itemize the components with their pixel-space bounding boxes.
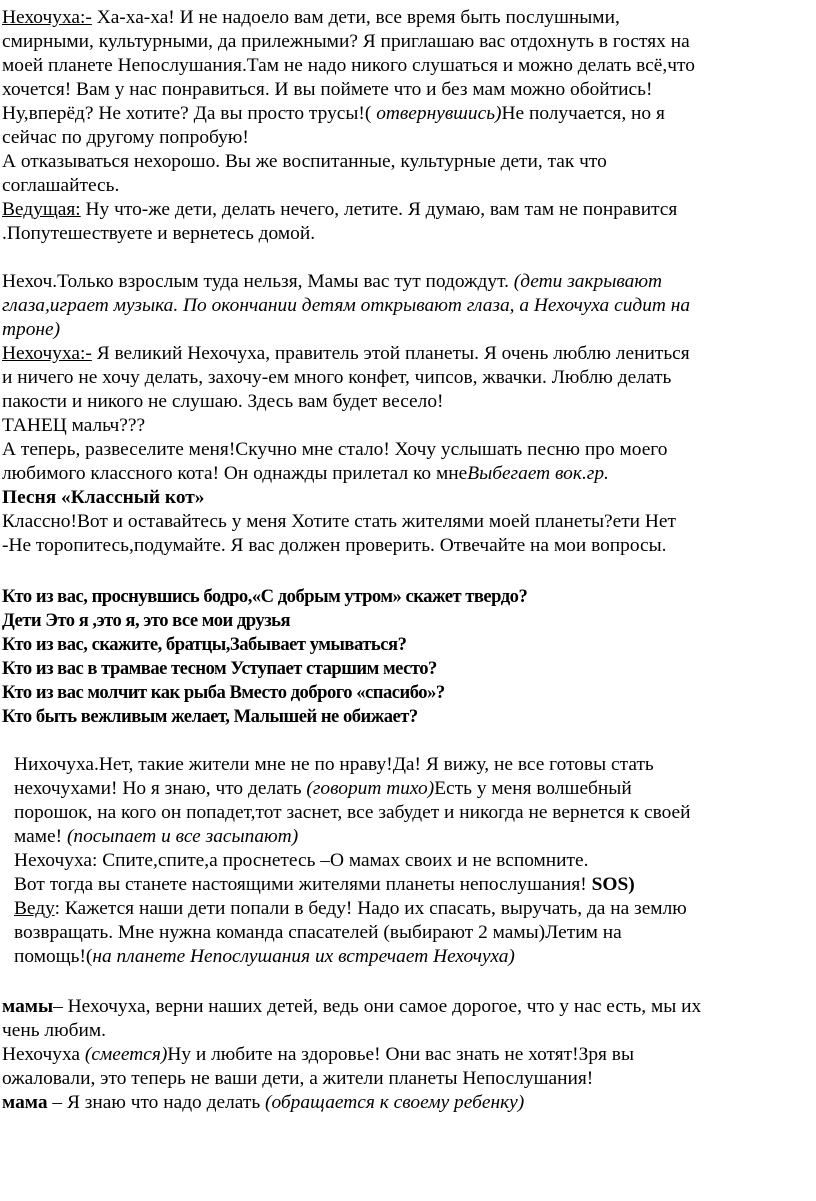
text-line bbox=[14, 801, 691, 825]
text-run: ожаловали, это теперь не ваши дети, а жители планеты Непослушания! bbox=[2, 1068, 594, 1089]
text-run: Кто из вас молчит как рыба Вместо доброго «спасибо»? bbox=[2, 682, 445, 703]
text-line bbox=[14, 945, 515, 969]
text-line bbox=[14, 825, 298, 849]
text-run: маме! bbox=[14, 826, 67, 847]
text-run: Я великий Нехочуха, правитель этой планеты. Я очень люблю лениться bbox=[91, 343, 690, 364]
text-run: хочется! Вам у нас понравиться. И вы поймете что и без мам можно обойтись! bbox=[2, 79, 653, 100]
text-line bbox=[14, 921, 622, 945]
text-run: SOS) bbox=[591, 874, 635, 895]
text-run: мама bbox=[2, 1092, 48, 1113]
text-line bbox=[2, 366, 671, 390]
text-run: Нехочуха: Спите,спите,а проснетесь –О мамах своих и не вспомните. bbox=[14, 850, 589, 871]
text-run: возвращать. Мне нужна команда спасателей (выбирают 2 мамы)Летим на bbox=[14, 922, 622, 943]
text-run: Кто из вас, скажите, братцы,Забывает умываться? bbox=[2, 634, 407, 655]
text-run: Выбегает вок.гр. bbox=[467, 463, 609, 484]
text-run: А теперь, развеселите меня!Скучно мне стало! Хочу услышать песню про моего bbox=[2, 439, 668, 460]
text-run: смирными, культурными, да прилежными? Я приглашаю вас отдохнуть в гостях на bbox=[2, 31, 690, 52]
text-run: – Я знаю что надо делать bbox=[47, 1092, 266, 1113]
text-run: Ведущая: bbox=[2, 199, 81, 220]
text-line bbox=[14, 897, 687, 921]
text-line bbox=[2, 150, 607, 174]
text-run: -Не торопитесь,подумайте. Я вас должен проверить. Отвечайте на мои вопросы. bbox=[2, 535, 667, 556]
text-run: моей планете Непослушания.Там не надо никого слушаться и можно делать всё,что bbox=[2, 55, 695, 76]
text-run: ТАНЕЦ мальч??? bbox=[2, 415, 146, 436]
text-run: Нехоч.Только взрослым туда нельзя, Мамы вас тут подождут. bbox=[2, 271, 514, 292]
text-line bbox=[2, 534, 667, 558]
text-run: Классно!Вот и оставайтесь у меня Хотите стать жителями моей планеты?ети Нет bbox=[2, 511, 676, 532]
text-run: Не получается, но я bbox=[501, 103, 665, 124]
text-line bbox=[2, 486, 205, 510]
text-run: Нехочуха:- bbox=[2, 7, 92, 28]
text-line bbox=[2, 585, 527, 609]
text-run: Веду bbox=[14, 898, 55, 919]
text-line bbox=[2, 102, 665, 126]
text-run: Ну,вперёд? Не хотите? Да вы просто трусы!( bbox=[2, 103, 372, 124]
text-line bbox=[2, 510, 676, 534]
text-run: помощь!( bbox=[14, 946, 93, 967]
text-run: троне) bbox=[2, 319, 61, 340]
text-line bbox=[2, 390, 443, 414]
text-line bbox=[14, 849, 588, 873]
text-run: соглашайтесь. bbox=[2, 175, 120, 196]
text-line bbox=[2, 174, 119, 198]
text-line bbox=[14, 753, 654, 777]
text-run: А отказываться нехорошо. Вы же воспитанные, культурные дети, так что bbox=[2, 151, 607, 172]
text-run: (посыпает и все засыпают) bbox=[66, 826, 299, 847]
text-line bbox=[2, 1067, 593, 1091]
text-run: Вот тогда вы станете настоящими жителями планеты непослушания! bbox=[14, 874, 592, 895]
text-line bbox=[14, 873, 635, 897]
text-line bbox=[2, 681, 445, 705]
text-run: Дети Это я ,это я, это все мои друзья bbox=[2, 610, 291, 631]
text-run: и ничего не хочу делать, захочу-ем много конфет, чипсов, жвачки. Люблю делать bbox=[2, 367, 672, 388]
text-line bbox=[2, 1091, 524, 1115]
text-line bbox=[2, 6, 620, 30]
text-run: Ну и любите на здоровье! Они вас знать не хотят!Зря вы bbox=[167, 1044, 634, 1065]
text-line bbox=[2, 318, 60, 342]
text-run: порошок, на кого он попадет,тот заснет, все забудет и никогда не вернется к своей bbox=[14, 802, 691, 823]
text-run: любимого классного кота! Он однажды прилетал ко мне bbox=[2, 463, 468, 484]
text-run: – Нехочуха, верни наших детей, ведь они самое дорогое, что у нас есть, мы их bbox=[53, 996, 702, 1017]
text-run: Кто быть вежливым желает, Малышей не обижает? bbox=[2, 706, 418, 727]
text-line bbox=[2, 438, 667, 462]
text-run: (обращается к своему ребенку) bbox=[265, 1092, 525, 1113]
text-line bbox=[2, 657, 437, 681]
text-line bbox=[2, 1043, 634, 1067]
text-run: сейчас по другому попробую! bbox=[2, 127, 249, 148]
text-run: Нихочуха.Нет, такие жители мне не по нраву!Да! Я вижу, не все готовы стать bbox=[14, 754, 654, 775]
text-line bbox=[2, 54, 695, 78]
text-line bbox=[2, 30, 690, 54]
text-run: нехочухами! Но я знаю, что делать bbox=[14, 778, 307, 799]
text-line bbox=[2, 270, 662, 294]
text-line bbox=[2, 705, 418, 729]
text-run: Кто из вас, проснувшись бодро,«С добрым утром» скажет твердо? bbox=[2, 586, 528, 607]
text-line bbox=[2, 633, 406, 657]
text-line bbox=[2, 222, 315, 246]
text-run: чень любим. bbox=[2, 1020, 106, 1041]
text-run: Песня «Классный кот» bbox=[2, 487, 205, 508]
text-run: .Попутешествуете и вернетесь домой. bbox=[2, 223, 316, 244]
text-run: отвернувшись) bbox=[371, 103, 502, 124]
text-run: : Кажется наши дети попали в беду! Надо их спасать, выручать, да на землю bbox=[54, 898, 687, 919]
text-run: (дети закрывают bbox=[513, 271, 663, 292]
text-line bbox=[2, 609, 290, 633]
text-run: пакости и никого не слушаю. Здесь вам будет весело! bbox=[2, 391, 444, 412]
text-line bbox=[2, 198, 677, 222]
text-run: на планете Непослушания их встречает Нехочуха) bbox=[92, 946, 515, 967]
text-line bbox=[14, 777, 632, 801]
text-run: Нехочуха:- bbox=[2, 343, 92, 364]
text-line bbox=[2, 414, 145, 438]
text-run: мамы bbox=[2, 996, 54, 1017]
text-run: (говорит тихо) bbox=[306, 778, 435, 799]
text-run: Есть у меня волшебный bbox=[434, 778, 632, 799]
text-line bbox=[2, 294, 690, 318]
text-line bbox=[2, 462, 609, 486]
text-line bbox=[2, 995, 701, 1019]
text-run: Нехочуха bbox=[2, 1044, 85, 1065]
text-run: (смеется) bbox=[84, 1044, 168, 1065]
text-line bbox=[2, 126, 249, 150]
text-line bbox=[2, 342, 690, 366]
text-line bbox=[2, 1019, 106, 1043]
text-run: Ха-ха-ха! И не надоело вам дети, все время быть послушными, bbox=[91, 7, 620, 28]
text-line bbox=[2, 78, 652, 102]
text-run: глаза,играет музыка. По окончании детям открывают глаза, а Нехочуха сидит на bbox=[2, 295, 691, 316]
text-run: Кто из вас в трамвае тесном Уступает старшим место? bbox=[2, 658, 437, 679]
text-run: Ну что-же дети, делать нечего, летите. Я думаю, вам там не понравится bbox=[80, 199, 678, 220]
